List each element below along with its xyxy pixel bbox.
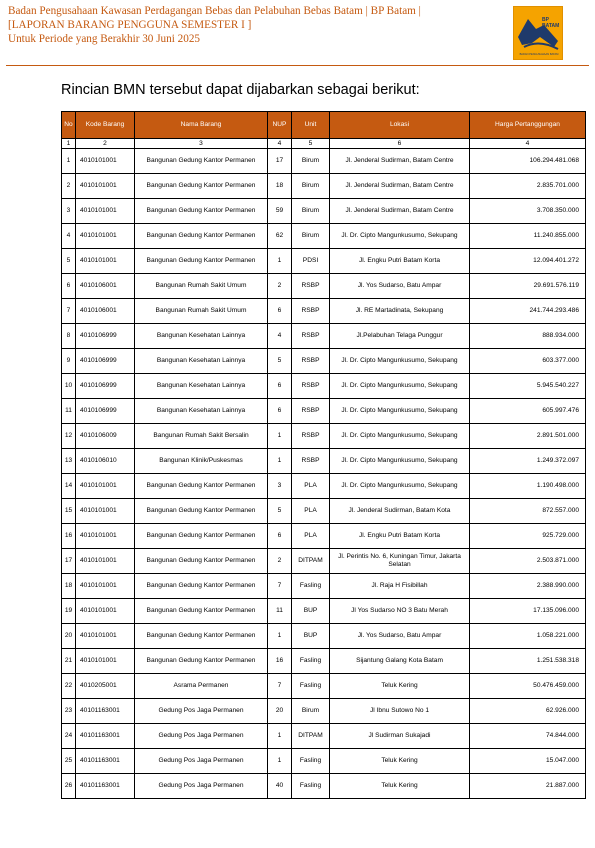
cell-nup: 11 — [268, 599, 292, 624]
cell-harga: 12.094.401.272 — [470, 249, 586, 274]
cell-no: 6 — [62, 274, 76, 299]
cell-lokasi: Jl Sudirman Sukajadi — [330, 724, 470, 749]
cell-lokasi: Teluk Kering — [330, 749, 470, 774]
cell-nama-barang: Bangunan Gedung Kantor Permanen — [135, 174, 268, 199]
column-number-unit: 5 — [292, 139, 330, 149]
cell-nup: 1 — [268, 624, 292, 649]
cell-harga: 74.844.000 — [470, 724, 586, 749]
cell-harga: 62.926.000 — [470, 699, 586, 724]
table-row — [62, 699, 586, 724]
logo-text: BP BATAM — [542, 17, 560, 29]
cell-kode-barang: 4010101001 — [76, 149, 135, 174]
table-row — [62, 449, 586, 474]
cell-no: 22 — [62, 674, 76, 699]
cell-unit: Birum — [292, 199, 330, 224]
cell-unit: RSBP — [292, 399, 330, 424]
header-period-line: Untuk Periode yang Berakhir 30 Juni 2025 — [8, 33, 201, 45]
cell-no: 25 — [62, 749, 76, 774]
cell-lokasi: Jl. Perintis No. 6, Kuningan Timur, Jakarta Selatan — [330, 549, 470, 574]
table-row — [62, 749, 586, 774]
cell-nama-barang: Bangunan Gedung Kantor Permanen — [135, 624, 268, 649]
cell-lokasi: Jl. Yos Sudarso, Batu Ampar — [330, 624, 470, 649]
table-row — [62, 774, 586, 799]
cell-nama-barang: Bangunan Gedung Kantor Permanen — [135, 549, 268, 574]
table-row — [62, 324, 586, 349]
cell-nup: 40 — [268, 774, 292, 799]
cell-lokasi: Teluk Kering — [330, 674, 470, 699]
cell-harga: 872.557.000 — [470, 499, 586, 524]
cell-nama-barang: Bangunan Gedung Kantor Permanen — [135, 149, 268, 174]
cell-nama-barang: Bangunan Gedung Kantor Permanen — [135, 649, 268, 674]
cell-nama-barang: Bangunan Rumah Sakit Bersalin — [135, 424, 268, 449]
header-unit: Unit — [292, 112, 330, 139]
cell-unit: PDSI — [292, 249, 330, 274]
header-nup: NUP — [268, 112, 292, 139]
cell-unit: Birum — [292, 224, 330, 249]
cell-nama-barang: Bangunan Rumah Sakit Umum — [135, 274, 268, 299]
cell-no: 3 — [62, 199, 76, 224]
cell-kode-barang: 4010106999 — [76, 324, 135, 349]
cell-no: 14 — [62, 474, 76, 499]
cell-nup: 6 — [268, 524, 292, 549]
cell-lokasi: Teluk Kering — [330, 774, 470, 799]
cell-harga: 50.476.459.000 — [470, 674, 586, 699]
cell-kode-barang: 40101163001 — [76, 749, 135, 774]
bp-batam-logo — [513, 6, 563, 60]
cell-no: 11 — [62, 399, 76, 424]
table-row — [62, 724, 586, 749]
cell-no: 10 — [62, 374, 76, 399]
cell-unit: Birum — [292, 149, 330, 174]
cell-kode-barang: 4010101001 — [76, 224, 135, 249]
cell-nup: 3 — [268, 474, 292, 499]
cell-harga: 888.934.000 — [470, 324, 586, 349]
cell-harga: 21.887.000 — [470, 774, 586, 799]
cell-no: 9 — [62, 349, 76, 374]
header-divider — [6, 65, 589, 66]
cell-nama-barang: Gedung Pos Jaga Permanen — [135, 749, 268, 774]
document-header — [8, 4, 508, 46]
cell-lokasi: Jl. RE Martadinata, Sekupang — [330, 299, 470, 324]
cell-harga: 2.835.701.000 — [470, 174, 586, 199]
column-number-lokasi: 6 — [330, 139, 470, 149]
cell-nama-barang: Gedung Pos Jaga Permanen — [135, 699, 268, 724]
cell-harga: 15.047.000 — [470, 749, 586, 774]
cell-unit: RSBP — [292, 324, 330, 349]
cell-harga: 17.135.096.000 — [470, 599, 586, 624]
cell-nama-barang: Bangunan Kesehatan Lainnya — [135, 349, 268, 374]
cell-nama-barang: Bangunan Kesehatan Lainnya — [135, 324, 268, 349]
cell-nup: 20 — [268, 699, 292, 724]
cell-unit: RSBP — [292, 349, 330, 374]
cell-nup: 2 — [268, 274, 292, 299]
cell-unit: PLA — [292, 524, 330, 549]
cell-nama-barang: Bangunan Gedung Kantor Permanen — [135, 474, 268, 499]
cell-lokasi: Jl. Jenderal Sudirman, Batam Centre — [330, 149, 470, 174]
cell-kode-barang: 4010101001 — [76, 474, 135, 499]
cell-kode-barang: 4010101001 — [76, 599, 135, 624]
cell-nup: 1 — [268, 724, 292, 749]
logo-subtext: BADAN PENGUSAHAAN BATAM — [519, 53, 559, 56]
cell-no: 8 — [62, 324, 76, 349]
cell-unit: Birum — [292, 174, 330, 199]
cell-harga: 5.945.540.227 — [470, 374, 586, 399]
table-row — [62, 474, 586, 499]
cell-harga: 3.708.350.000 — [470, 199, 586, 224]
cell-harga: 1.190.498.000 — [470, 474, 586, 499]
cell-nup: 2 — [268, 549, 292, 574]
cell-nama-barang: Bangunan Gedung Kantor Permanen — [135, 499, 268, 524]
cell-lokasi: Jl.Pelabuhan Telaga Punggur — [330, 324, 470, 349]
cell-lokasi: Jl. Dr. Cipto Mangunkusumo, Sekupang — [330, 224, 470, 249]
cell-no: 4 — [62, 224, 76, 249]
cell-unit: RSBP — [292, 374, 330, 399]
cell-lokasi: Jl. Engku Putri Batam Korta — [330, 524, 470, 549]
cell-nama-barang: Asrama Permanen — [135, 674, 268, 699]
table-body — [62, 149, 586, 799]
header-report-line: [LAPORAN BARANG PENGGUNA SEMESTER I ] — [8, 19, 252, 31]
table-row — [62, 574, 586, 599]
cell-kode-barang: 4010101001 — [76, 549, 135, 574]
cell-kode-barang: 4010101001 — [76, 574, 135, 599]
cell-no: 23 — [62, 699, 76, 724]
cell-lokasi: Jl. Jenderal Sudirman, Batam Centre — [330, 174, 470, 199]
cell-nama-barang: Bangunan Kesehatan Lainnya — [135, 374, 268, 399]
cell-kode-barang: 4010101001 — [76, 499, 135, 524]
table-row — [62, 174, 586, 199]
cell-nama-barang: Bangunan Gedung Kantor Permanen — [135, 249, 268, 274]
cell-kode-barang: 4010101001 — [76, 524, 135, 549]
cell-harga: 1.249.372.097 — [470, 449, 586, 474]
table-row — [62, 674, 586, 699]
table-row — [62, 349, 586, 374]
cell-lokasi: Sijantung Galang Kota Batam — [330, 649, 470, 674]
cell-harga: 2.388.990.000 — [470, 574, 586, 599]
cell-no: 16 — [62, 524, 76, 549]
cell-unit: Fasling — [292, 674, 330, 699]
cell-nama-barang: Gedung Pos Jaga Permanen — [135, 724, 268, 749]
bmn-table — [61, 111, 586, 799]
cell-no: 26 — [62, 774, 76, 799]
cell-no: 21 — [62, 649, 76, 674]
cell-kode-barang: 4010106001 — [76, 299, 135, 324]
table-row — [62, 499, 586, 524]
cell-nup: 1 — [268, 249, 292, 274]
cell-unit: RSBP — [292, 424, 330, 449]
cell-no: 2 — [62, 174, 76, 199]
cell-unit: PLA — [292, 499, 330, 524]
cell-unit: Fasling — [292, 749, 330, 774]
cell-kode-barang: 40101163001 — [76, 774, 135, 799]
cell-nama-barang: Bangunan Gedung Kantor Permanen — [135, 574, 268, 599]
column-number-no: 1 — [62, 139, 76, 149]
cell-kode-barang: 4010101001 — [76, 174, 135, 199]
cell-nup: 5 — [268, 349, 292, 374]
cell-nup: 1 — [268, 424, 292, 449]
table-row — [62, 274, 586, 299]
cell-no: 13 — [62, 449, 76, 474]
table-row — [62, 249, 586, 274]
cell-unit: DITPAM — [292, 724, 330, 749]
table-row — [62, 624, 586, 649]
cell-harga: 603.377.000 — [470, 349, 586, 374]
cell-unit: PLA — [292, 474, 330, 499]
cell-unit: Fasling — [292, 574, 330, 599]
cell-nama-barang: Gedung Pos Jaga Permanen — [135, 774, 268, 799]
table-header-row — [62, 112, 586, 139]
cell-kode-barang: 40101163001 — [76, 699, 135, 724]
cell-nama-barang: Bangunan Gedung Kantor Permanen — [135, 599, 268, 624]
cell-harga: 925.729.000 — [470, 524, 586, 549]
table-row — [62, 149, 586, 174]
cell-kode-barang: 4010106009 — [76, 424, 135, 449]
cell-nup: 18 — [268, 174, 292, 199]
cell-no: 1 — [62, 149, 76, 174]
cell-harga: 11.240.855.000 — [470, 224, 586, 249]
cell-nup: 6 — [268, 399, 292, 424]
cell-no: 17 — [62, 549, 76, 574]
cell-nup: 16 — [268, 649, 292, 674]
cell-harga: 29.691.576.119 — [470, 274, 586, 299]
table-row — [62, 524, 586, 549]
cell-no: 18 — [62, 574, 76, 599]
cell-harga: 241.744.293.486 — [470, 299, 586, 324]
cell-lokasi: Jl. Raja H Fisibillah — [330, 574, 470, 599]
header-kode-barang: Kode Barang — [76, 112, 135, 139]
cell-harga: 605.997.476 — [470, 399, 586, 424]
cell-harga: 2.891.501.000 — [470, 424, 586, 449]
cell-unit: BUP — [292, 599, 330, 624]
cell-kode-barang: 4010106010 — [76, 449, 135, 474]
cell-kode-barang: 4010101001 — [76, 624, 135, 649]
cell-nup: 6 — [268, 299, 292, 324]
cell-kode-barang: 4010106999 — [76, 349, 135, 374]
cell-nama-barang: Bangunan Gedung Kantor Permanen — [135, 224, 268, 249]
cell-unit: RSBP — [292, 299, 330, 324]
cell-lokasi: Jl. Dr. Cipto Mangunkusumo, Sekupang — [330, 424, 470, 449]
table-row — [62, 299, 586, 324]
cell-lokasi: Jl Yos Sudarso NO 3 Batu Merah — [330, 599, 470, 624]
cell-kode-barang: 4010106999 — [76, 374, 135, 399]
cell-nup: 5 — [268, 499, 292, 524]
cell-kode-barang: 4010101001 — [76, 649, 135, 674]
cell-unit: RSBP — [292, 274, 330, 299]
cell-unit: RSBP — [292, 449, 330, 474]
table-row — [62, 199, 586, 224]
cell-no: 7 — [62, 299, 76, 324]
cell-no: 19 — [62, 599, 76, 624]
cell-harga: 2.503.871.000 — [470, 549, 586, 574]
cell-nup: 17 — [268, 149, 292, 174]
cell-nama-barang: Bangunan Gedung Kantor Permanen — [135, 524, 268, 549]
cell-no: 5 — [62, 249, 76, 274]
cell-nup: 4 — [268, 324, 292, 349]
table-column-number-row — [62, 139, 586, 149]
cell-nama-barang: Bangunan Kesehatan Lainnya — [135, 399, 268, 424]
header-harga: Harga Pertanggungan — [470, 112, 586, 139]
table-row — [62, 424, 586, 449]
cell-no: 15 — [62, 499, 76, 524]
cell-nama-barang: Bangunan Klinik/Puskesmas — [135, 449, 268, 474]
cell-unit: Birum — [292, 699, 330, 724]
table-row — [62, 224, 586, 249]
cell-harga: 1.058.221.000 — [470, 624, 586, 649]
table-row — [62, 549, 586, 574]
cell-lokasi: Jl. Dr. Cipto Mangunkusumo, Sekupang — [330, 399, 470, 424]
cell-lokasi: Jl. Dr. Cipto Mangunkusumo, Sekupang — [330, 349, 470, 374]
header-nama-barang: Nama Barang — [135, 112, 268, 139]
cell-nup: 7 — [268, 574, 292, 599]
cell-kode-barang: 40101163001 — [76, 724, 135, 749]
column-number-nama-barang: 3 — [135, 139, 268, 149]
header-lokasi: Lokasi — [330, 112, 470, 139]
cell-unit: Fasling — [292, 649, 330, 674]
cell-nup: 1 — [268, 449, 292, 474]
cell-no: 24 — [62, 724, 76, 749]
cell-harga: 1.251.538.318 — [470, 649, 586, 674]
cell-unit: DITPAM — [292, 549, 330, 574]
cell-lokasi: Jl. Jenderal Sudirman, Batam Kota — [330, 499, 470, 524]
cell-kode-barang: 4010101001 — [76, 249, 135, 274]
table-row — [62, 599, 586, 624]
cell-nama-barang: Bangunan Rumah Sakit Umum — [135, 299, 268, 324]
cell-lokasi: Jl. Yos Sudarso, Batu Ampar — [330, 274, 470, 299]
cell-lokasi: Jl. Jenderal Sudirman, Batam Centre — [330, 199, 470, 224]
section-title: Rincian BMN tersebut dapat dijabarkan sebagai berikut: — [61, 82, 420, 98]
cell-unit: Fasling — [292, 774, 330, 799]
cell-lokasi: Jl. Engku Putri Batam Korta — [330, 249, 470, 274]
column-number-nup: 4 — [268, 139, 292, 149]
cell-no: 20 — [62, 624, 76, 649]
cell-no: 12 — [62, 424, 76, 449]
table-row — [62, 649, 586, 674]
column-number-kode-barang: 2 — [76, 139, 135, 149]
cell-kode-barang: 4010101001 — [76, 199, 135, 224]
cell-kode-barang: 4010106999 — [76, 399, 135, 424]
cell-kode-barang: 4010205001 — [76, 674, 135, 699]
table-row — [62, 374, 586, 399]
header-org-line: Badan Pengusahaan Kawasan Perdagangan Bebas dan Pelabuhan Bebas Batam | BP Batam | — [8, 5, 421, 17]
cell-nup: 1 — [268, 749, 292, 774]
cell-nup: 62 — [268, 224, 292, 249]
cell-unit: BUP — [292, 624, 330, 649]
cell-kode-barang: 4010106001 — [76, 274, 135, 299]
header-no: No — [62, 112, 76, 139]
cell-lokasi: Jl. Dr. Cipto Mangunkusumo, Sekupang — [330, 474, 470, 499]
cell-nup: 59 — [268, 199, 292, 224]
table-row — [62, 399, 586, 424]
cell-lokasi: Jl. Dr. Cipto Mangunkusumo, Sekupang — [330, 449, 470, 474]
cell-lokasi: Jl. Dr. Cipto Mangunkusumo, Sekupang — [330, 374, 470, 399]
column-number-harga: 4 — [470, 139, 586, 149]
cell-lokasi: Jl Ibnu Sutowo No 1 — [330, 699, 470, 724]
cell-harga: 106.294.481.068 — [470, 149, 586, 174]
cell-nup: 6 — [268, 374, 292, 399]
cell-nama-barang: Bangunan Gedung Kantor Permanen — [135, 199, 268, 224]
cell-nup: 7 — [268, 674, 292, 699]
